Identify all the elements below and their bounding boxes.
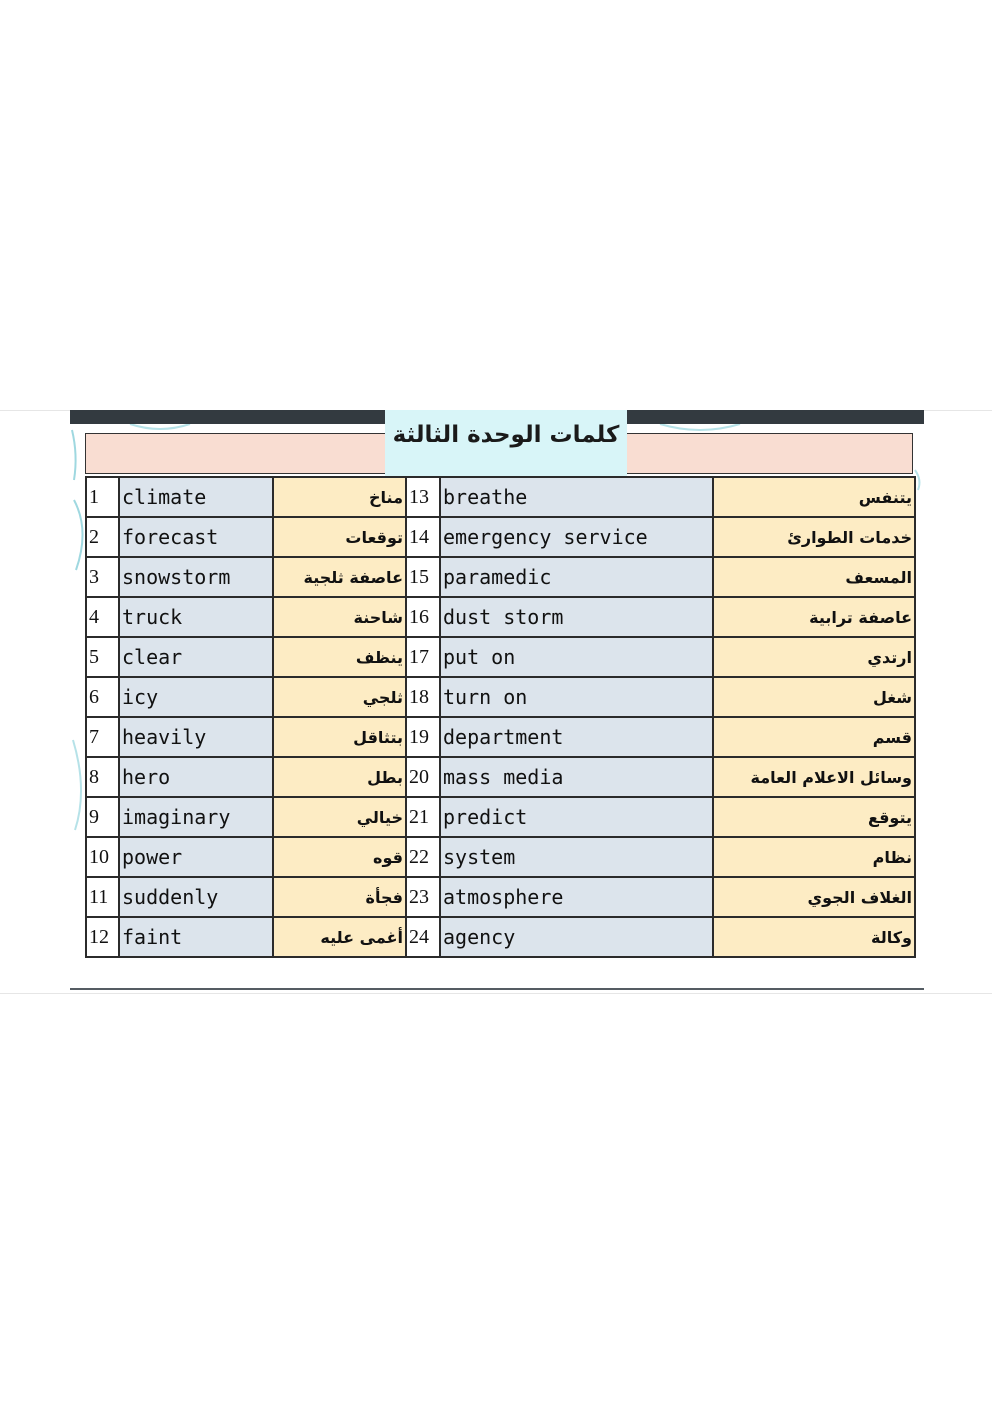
arabic-meaning-right: ارتدي (713, 637, 915, 677)
word-number-right: 19 (406, 717, 440, 757)
arabic-meaning-left: خيالي (273, 797, 406, 837)
english-word-right: emergency service (440, 517, 713, 557)
word-number-left: 2 (86, 517, 119, 557)
english-word-right: dust storm (440, 597, 713, 637)
table-row (86, 757, 915, 797)
arabic-meaning-left: شاحنة (273, 597, 406, 637)
english-word-right: system (440, 837, 713, 877)
word-number-right: 17 (406, 637, 440, 677)
vocabulary-table (85, 476, 916, 958)
english-word-left: faint (119, 917, 273, 957)
arabic-meaning-left: قوه (273, 837, 406, 877)
word-number-left: 9 (86, 797, 119, 837)
table-row (86, 517, 915, 557)
table-row (86, 797, 915, 837)
word-number-right: 21 (406, 797, 440, 837)
table-row (86, 637, 915, 677)
word-number-left: 10 (86, 837, 119, 877)
word-number-right: 18 (406, 677, 440, 717)
table-row (86, 917, 915, 957)
arabic-meaning-right: يتوقع (713, 797, 915, 837)
arabic-meaning-right: الغلاف الجوي (713, 877, 915, 917)
arabic-meaning-left: أغمى عليه (273, 917, 406, 957)
english-word-right: department (440, 717, 713, 757)
word-number-right: 24 (406, 917, 440, 957)
arabic-meaning-left: توقعات (273, 517, 406, 557)
arabic-meaning-right: شغل (713, 677, 915, 717)
word-number-right: 22 (406, 837, 440, 877)
word-number-left: 5 (86, 637, 119, 677)
word-number-left: 8 (86, 757, 119, 797)
arabic-meaning-left: بطل (273, 757, 406, 797)
page-title: كلمات الوحدة الثالثة (392, 421, 620, 448)
table-row (86, 557, 915, 597)
word-number-left: 4 (86, 597, 119, 637)
english-word-left: icy (119, 677, 273, 717)
english-word-right: turn on (440, 677, 713, 717)
arabic-meaning-right: وسائل الاعلام العامة (713, 757, 915, 797)
word-number-left: 7 (86, 717, 119, 757)
arabic-meaning-left: فجأة (273, 877, 406, 917)
vocabulary-table-body (86, 477, 915, 957)
arabic-meaning-right: نظام (713, 837, 915, 877)
word-number-left: 3 (86, 557, 119, 597)
arabic-meaning-right: قسم (713, 717, 915, 757)
arabic-meaning-right: المسعف (713, 557, 915, 597)
english-word-left: snowstorm (119, 557, 273, 597)
english-word-right: breathe (440, 477, 713, 517)
table-row (86, 717, 915, 757)
table-row (86, 677, 915, 717)
arabic-meaning-right: يتنفس (713, 477, 915, 517)
arabic-meaning-left: بتثاقل (273, 717, 406, 757)
english-word-right: put on (440, 637, 713, 677)
arabic-meaning-right: عاصفة ترابية (713, 597, 915, 637)
arabic-meaning-left: مناخ (273, 477, 406, 517)
english-word-right: mass media (440, 757, 713, 797)
arabic-meaning-right: وكالة (713, 917, 915, 957)
table-row (86, 877, 915, 917)
title-box (385, 410, 627, 481)
english-word-left: clear (119, 637, 273, 677)
arabic-meaning-right: خدمات الطوارئ (713, 517, 915, 557)
word-number-left: 12 (86, 917, 119, 957)
word-number-right: 20 (406, 757, 440, 797)
english-word-right: agency (440, 917, 713, 957)
word-number-left: 11 (86, 877, 119, 917)
word-number-right: 14 (406, 517, 440, 557)
arabic-meaning-left: عاصفة ثلجية (273, 557, 406, 597)
word-number-left: 6 (86, 677, 119, 717)
english-word-left: climate (119, 477, 273, 517)
table-row (86, 597, 915, 637)
english-word-left: heavily (119, 717, 273, 757)
table-row (86, 477, 915, 517)
arabic-meaning-left: ثلجي (273, 677, 406, 717)
english-word-right: atmosphere (440, 877, 713, 917)
english-word-left: imaginary (119, 797, 273, 837)
word-number-left: 1 (86, 477, 119, 517)
english-word-left: truck (119, 597, 273, 637)
english-word-left: suddenly (119, 877, 273, 917)
arabic-meaning-left: ينظف (273, 637, 406, 677)
word-number-right: 23 (406, 877, 440, 917)
english-word-left: hero (119, 757, 273, 797)
english-word-left: forecast (119, 517, 273, 557)
word-number-right: 15 (406, 557, 440, 597)
word-number-right: 16 (406, 597, 440, 637)
english-word-right: predict (440, 797, 713, 837)
word-number-right: 13 (406, 477, 440, 517)
bottom-rule (70, 988, 924, 990)
table-row (86, 837, 915, 877)
english-word-right: paramedic (440, 557, 713, 597)
english-word-left: power (119, 837, 273, 877)
